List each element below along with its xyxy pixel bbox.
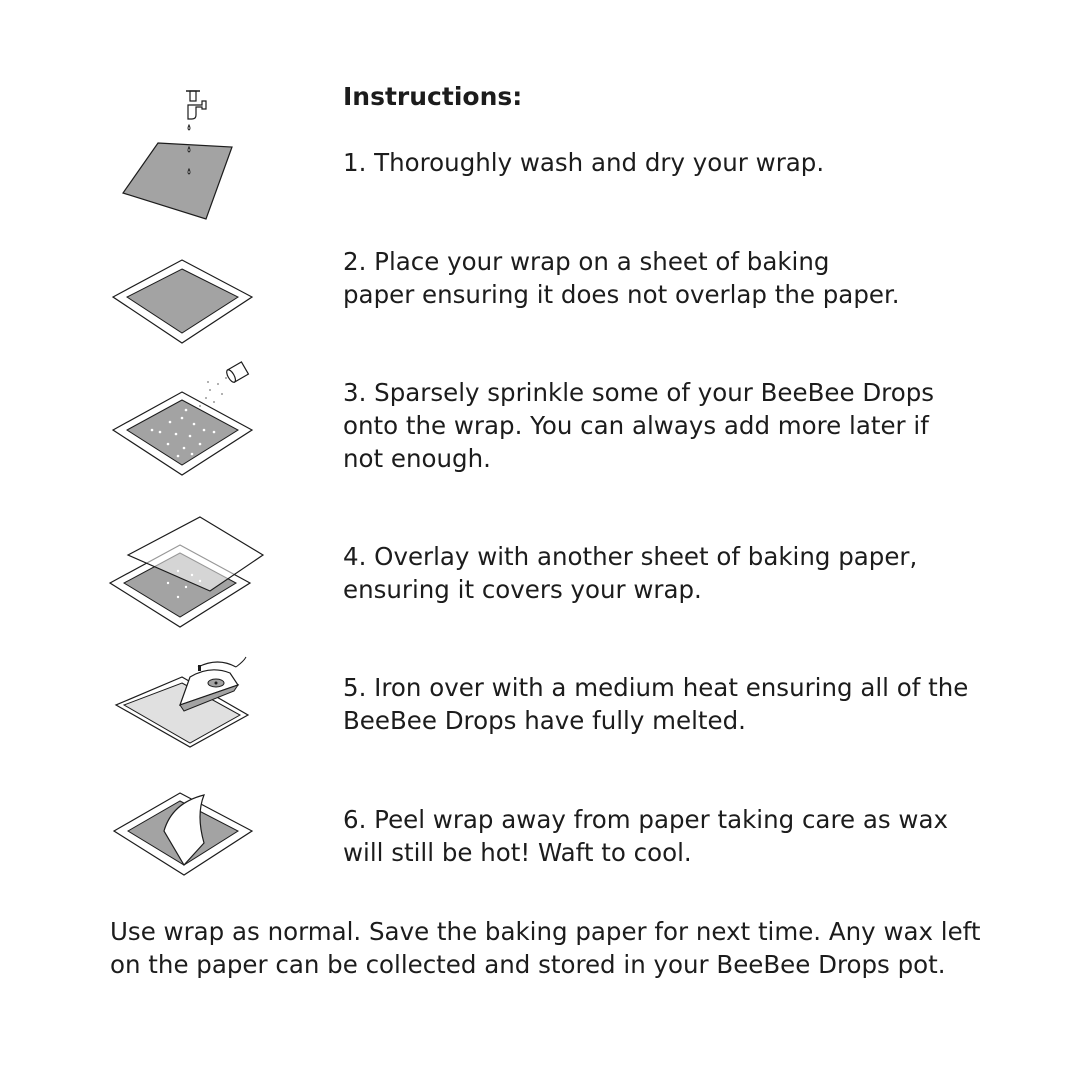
overlay-paper-icon [108,515,263,630]
page-title: Instructions: [343,82,523,111]
wrap-on-paper-icon [110,255,255,350]
step-text-2: 2. Place your wrap on a sheet of baking paper ensuring it does not overlap the paper. [343,247,900,309]
step-text-4: 4. Overlay with another sheet of baking paper, ensuring it covers your wrap. [343,542,918,604]
step-text-1: 1. Thoroughly wash and dry your wrap. [343,148,825,177]
footer-note: Use wrap as normal. Save the baking paper for next time. Any wax left on the paper can be collected and stored in your BeeBee Drops pot. [110,917,981,979]
step-text-3: 3. Sparsely sprinkle some of your BeeBee Drops onto the wrap. You can always add more later if not enough. [343,378,935,473]
tap-water-wrap-icon [110,85,250,225]
peel-wrap-icon [112,785,257,880]
iron-icon [110,655,255,750]
sprinkle-drops-icon [110,360,255,485]
step-text-6: 6. Peel wrap away from paper taking care as wax will still be hot! Waft to cool. [343,805,948,867]
step-text-5: 5. Iron over with a medium heat ensuring all of the BeeBee Drops have fully melted. [343,673,969,735]
